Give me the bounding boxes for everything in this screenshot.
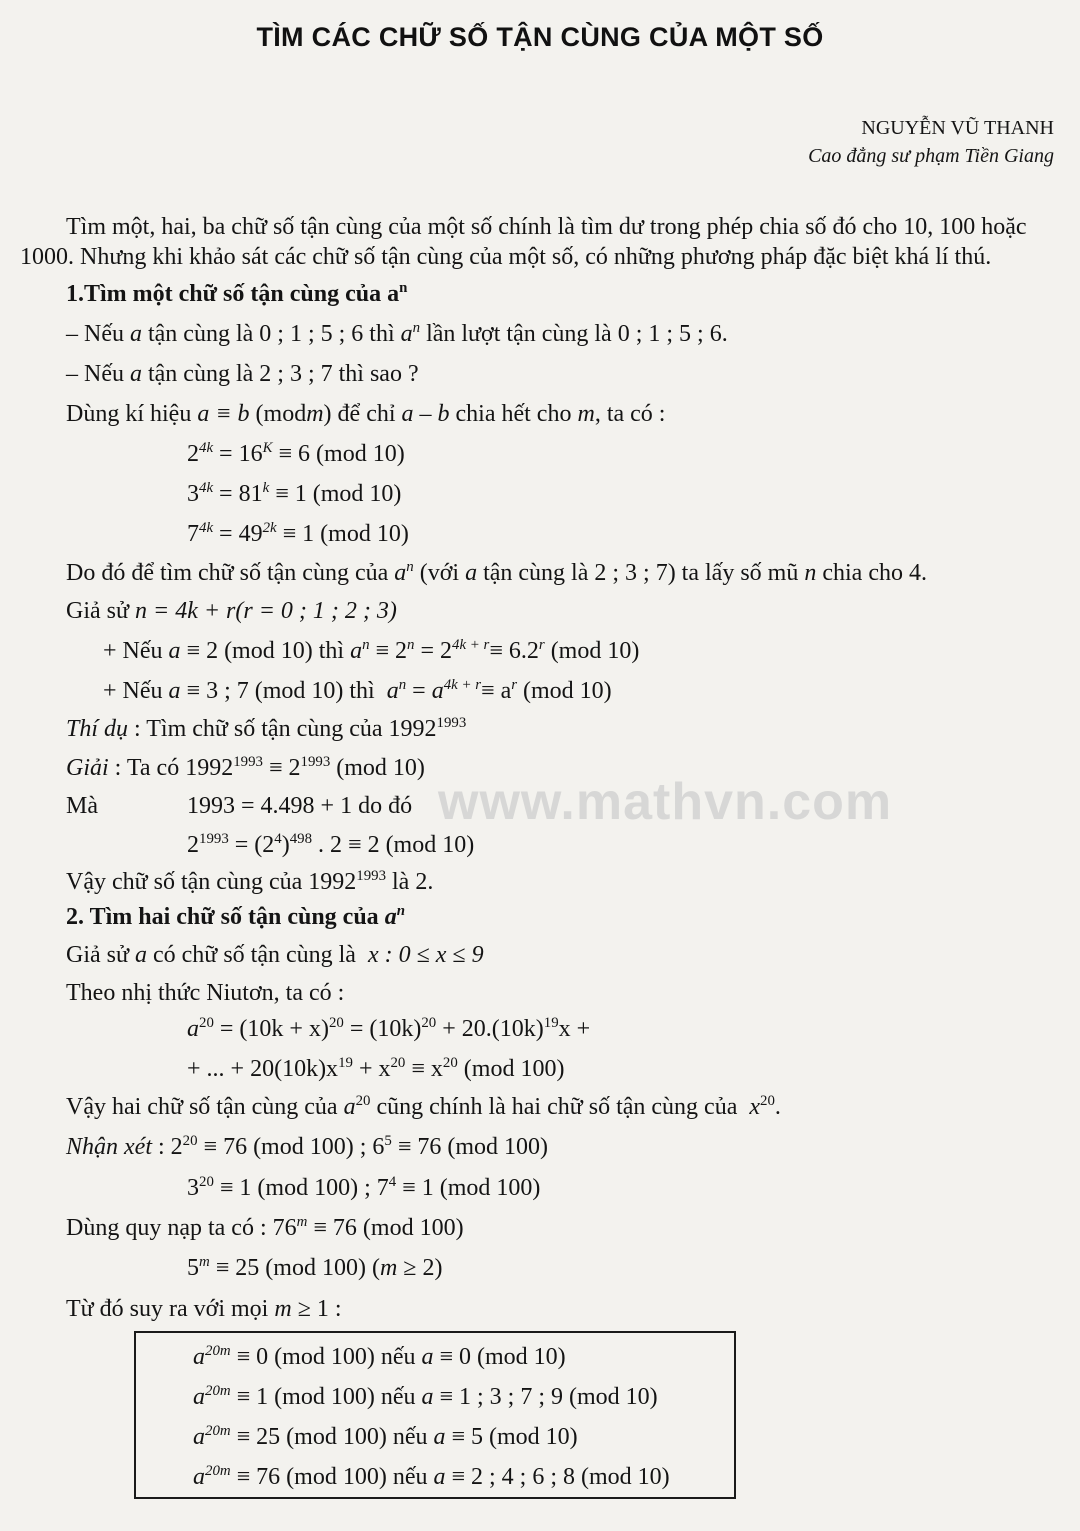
intro-line-2: 1000. Nhưng khi khảo sát các chữ số tận cùng của một số, có những phương pháp đặc biệt khá lí thú. bbox=[20, 244, 992, 270]
suppose-line: Giả sử n = 4k + r(r = 0 ; 1 ; 2 ; 3) bbox=[66, 598, 397, 624]
watermark: www.mathvn.com bbox=[438, 773, 893, 831]
result-row-4: $a^{20m} \equiv 76$ (mod 100) nếu a ≡ 2 ; 4 ; 6 ; 8 (mod 10) bbox=[193, 1462, 670, 1490]
result-row-1: $a^{20m} \equiv 0$ (mod 100) nếu a ≡ 0 (mod 10) bbox=[193, 1342, 566, 1370]
remark-line-2: $3^{20} \equiv 1$ (mod 100) ; $7^4 \equiv 1$ (mod 100) bbox=[187, 1173, 541, 1201]
result-row-3: $a^{20m} \equiv 25$ (mod 100) nếu a ≡ 5 (mod 10) bbox=[193, 1422, 578, 1450]
binomial-intro: Theo nhị thức Niutơn, ta có : bbox=[66, 980, 345, 1006]
intro-line-1: Tìm một, hai, ba chữ số tận cùng của một số chính là tìm dư trong phép chia số đó cho 10, 100 hoặc bbox=[66, 214, 1027, 240]
but-label: Mà bbox=[66, 793, 98, 819]
equation-3: $7^{4k} = 49^{2k} \equiv 1$ (mod 10) bbox=[187, 519, 409, 547]
therefore-line: Do đó để tìm chữ số tận cùng của $a^n$ (với a tận cùng là 2 ; 3 ; 7) ta lấy số mũ n chia cho 4. bbox=[66, 558, 927, 586]
induction-line-2: 5$^m$ ≡ 25 (mod 100) (m ≥ 2) bbox=[187, 1253, 443, 1281]
equation-1: $2^{4k} = 16^K \equiv 6$ (mod 10) bbox=[187, 439, 405, 467]
if-case-1: + Nếu a ≡ 2 (mod 10) thì $a^n \equiv 2^n = 2^{4k + r}\equiv 6.2^r$ (mod 10) bbox=[103, 636, 640, 664]
author-name: NGUYỄN VŨ THANH bbox=[861, 117, 1054, 139]
example-line: Thí dụ : Tìm chữ số tận cùng của $1992^{1993}$ bbox=[66, 714, 467, 742]
hence-line: Từ đó suy ra với mọi m ≥ 1 : bbox=[66, 1296, 342, 1322]
section-2-heading: 2. Tìm hai chữ số tận cùng của $a^n$ bbox=[66, 902, 405, 930]
binomial-line-2: + ... + $20(10k)x^{19} + x^{20} \equiv x^{20}$ (mod 100) bbox=[187, 1054, 565, 1082]
conclusion-line: Vậy chữ số tận cùng của $1992^{1993}$ là 2. bbox=[66, 867, 434, 895]
author-affiliation: Cao đẳng sư phạm Tiền Giang bbox=[808, 145, 1054, 167]
so-line: Vậy hai chữ số tận cùng của $a^{20}$ cũng chính là hai chữ số tận cùng của $x^{20}$. bbox=[66, 1092, 781, 1120]
division-line: 1993 = 4.498 + 1 do đó bbox=[187, 793, 413, 819]
calc-line: $2^{1993} = (2^4)^{498}$ . 2 ≡ 2 (mod 10) bbox=[187, 830, 475, 858]
if-case-2: + Nếu a ≡ 3 ; 7 (mod 10) thì $a^n = a^{4k + r}\equiv a^r$ (mod 10) bbox=[103, 676, 612, 704]
equation-2: $3^{4k} = 81^k \equiv 1$ (mod 10) bbox=[187, 479, 402, 507]
suppose-digit-line: Giả sử a có chữ số tận cùng là x : 0 ≤ x ≤ 9 bbox=[66, 942, 484, 968]
case-line-2: – Nếu a tận cùng là 2 ; 3 ; 7 thì sao ? bbox=[66, 361, 419, 387]
notation-line: Dùng kí hiệu a ≡ b (modm) để chỉ a – b chia hết cho m, ta có : bbox=[66, 401, 666, 427]
case-line-1: – Nếu a tận cùng là 0 ; 1 ; 5 ; 6 thì $a^n$ lần lượt tận cùng là 0 ; 1 ; 5 ; 6. bbox=[66, 319, 728, 347]
remark-line-1: Nhận xét : $2^{20} \equiv 76$ (mod 100) ; $6^5 \equiv 76$ (mod 100) bbox=[66, 1132, 549, 1160]
article-title: TÌM CÁC CHỮ SỐ TẬN CÙNG CỦA MỘT SỐ bbox=[256, 22, 824, 52]
binomial-line-1: $a^{20} = (10k + x)^{20} = (10k)^{20} + 20.(10k)^{19}x$ + bbox=[187, 1014, 591, 1042]
induction-line-1: Dùng quy nạp ta có : 76$^m$ ≡ 76 (mod 100) bbox=[66, 1213, 464, 1241]
result-row-2: $a^{20m} \equiv 1$ (mod 100) nếu a ≡ 1 ; 3 ; 7 ; 9 (mod 10) bbox=[193, 1382, 658, 1410]
solution-line: Giải : Ta có $1992^{1993} \equiv 2^{1993}$ (mod 10) bbox=[66, 753, 425, 781]
section-1-heading: 1.Tìm một chữ số tận cùng của $a^n$ bbox=[66, 279, 408, 307]
